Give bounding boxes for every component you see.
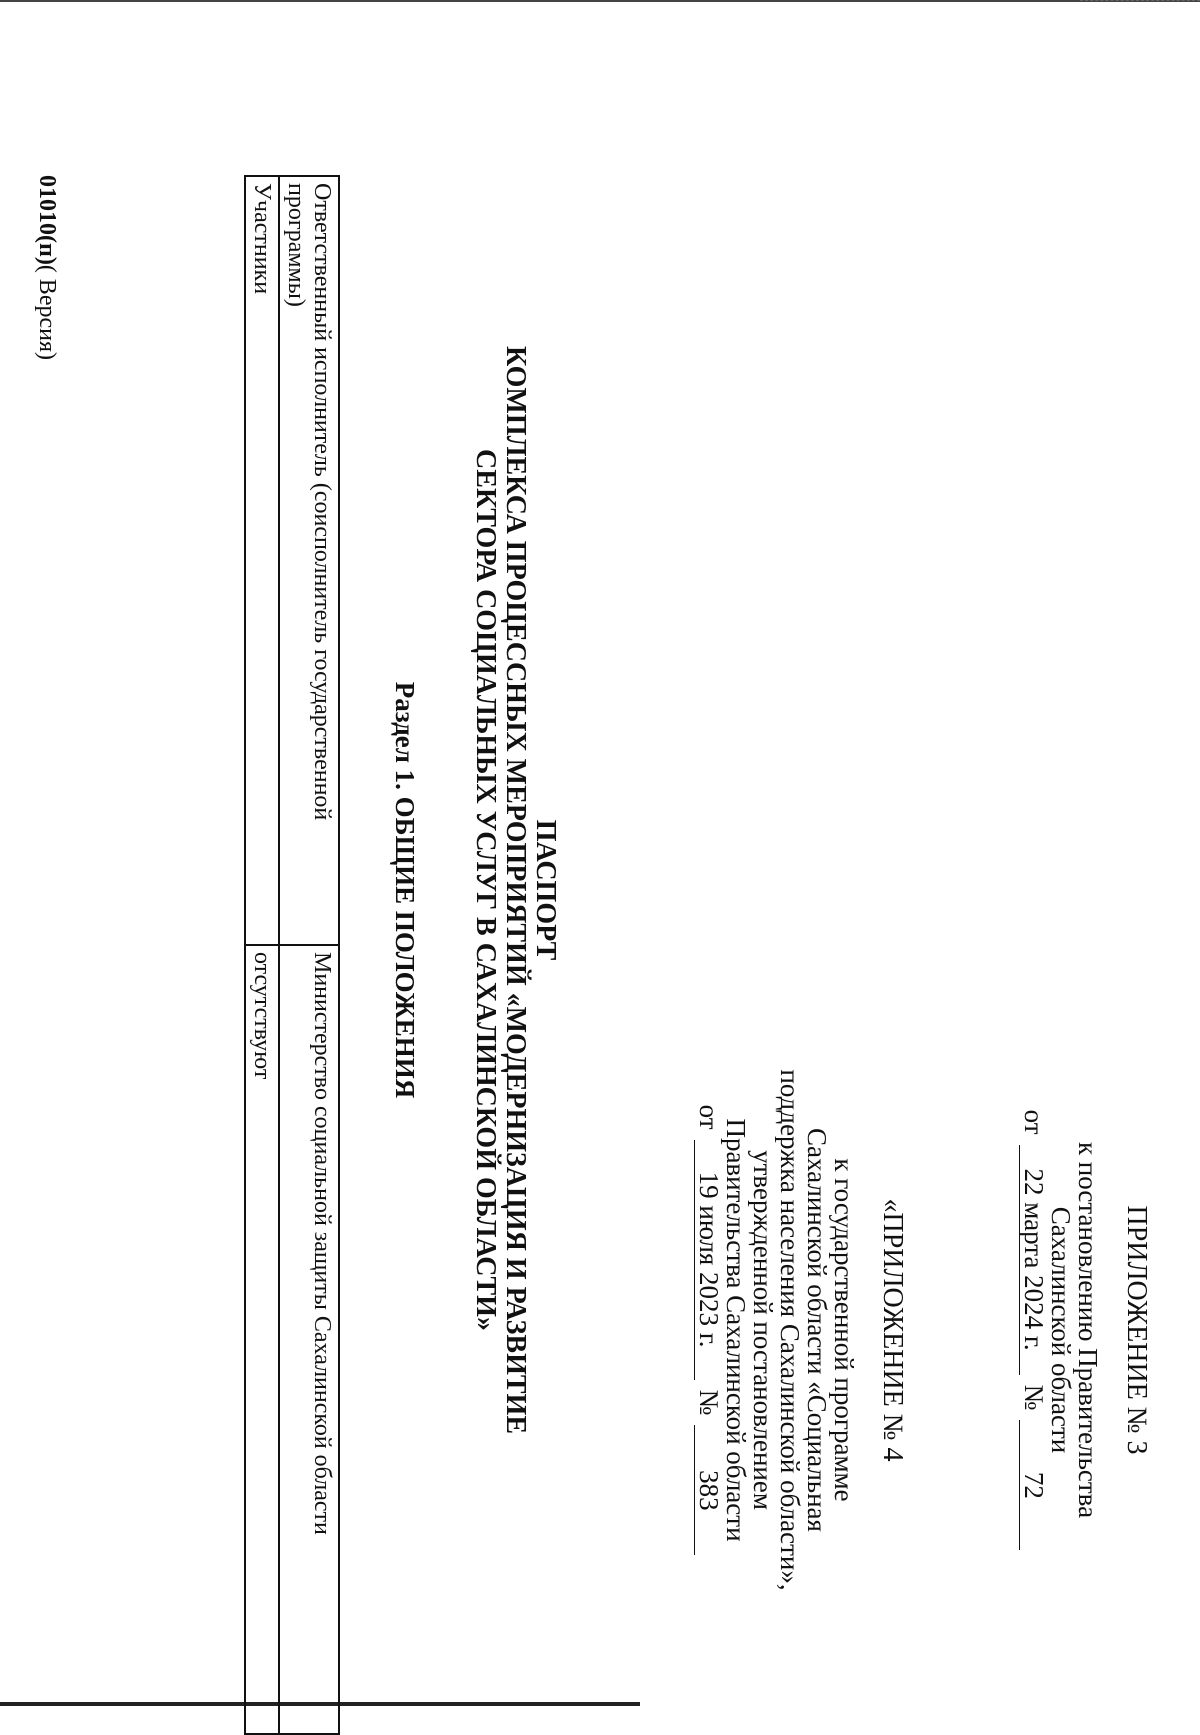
appendix-3-title: ПРИЛОЖЕНИЕ № 3	[1121, 1205, 1152, 1455]
appendix-3-date: 22 марта 2024 г.	[1019, 1145, 1047, 1375]
appendix-4-block	[694, 1050, 906, 1610]
table-row	[245, 176, 279, 1734]
appendix-4-line2: Сахалинской области «Социальная	[802, 1128, 832, 1532]
appendix-3-block	[1019, 1050, 1150, 1610]
appendix-3-line1: к постановлению Правительства	[1073, 1141, 1103, 1519]
footer-code-number: 01010(п)	[34, 175, 60, 265]
appendix-4-dateline	[694, 1050, 722, 1610]
table-cell-key: Участники	[245, 176, 279, 945]
footer-code	[33, 175, 60, 360]
table-cell-value: Министерство социальной защиты Сахалинской области	[279, 945, 339, 1734]
appendix-4-title: «ПРИЛОЖЕНИЕ № 4	[877, 1198, 908, 1462]
appendix-4-line5: Правительства Сахалинской области	[721, 1118, 751, 1542]
table-row	[279, 176, 339, 1734]
appendix-4-num-prefix: №	[694, 1389, 724, 1416]
appendix-3-dateline	[1019, 1050, 1047, 1610]
passport-title: ПАСПОРТ	[530, 819, 561, 961]
general-info-table	[244, 175, 340, 1735]
footer-version: ( Версия)	[34, 264, 60, 360]
appendix-4-date: 19 июля 2023 г.	[694, 1140, 722, 1380]
table-cell-value: отсутствуют	[245, 945, 279, 1734]
appendix-4-date-prefix: от	[694, 1104, 724, 1130]
section-1-title: Раздел 1. ОБЩИЕ ПОЛОЖЕНИЯ	[390, 681, 420, 1099]
appendix-3-date-prefix: от	[1019, 1109, 1049, 1135]
appendix-4-line4: утвержденной постановлением	[748, 1150, 778, 1510]
appendix-4-line1: к государственной программе	[829, 1158, 859, 1502]
appendix-3-line2: Сахалинской области	[1046, 1206, 1076, 1454]
appendix-4-line3: поддержка населения Сахалинской области»,	[775, 1069, 805, 1591]
passport-line2: СЕКТОРА СОЦИАЛЬНЫХ УСЛУГ В САХАЛИНСКОЙ ОБЛАСТИ»	[470, 449, 501, 1331]
passport-line1: КОМПЛЕКСА ПРОЦЕССНЫХ МЕРОПРИЯТИЙ «МОДЕРНИЗАЦИЯ И РАЗВИТИЕ	[500, 346, 531, 1434]
appendix-3-number: 72	[1019, 1420, 1047, 1550]
passport-heading	[470, 240, 560, 1540]
appendix-4-number: 383	[694, 1425, 722, 1555]
appendix-3-num-prefix: №	[1019, 1384, 1049, 1411]
table-cell-key: Ответственный исполнитель (соисполнитель государственной программы)	[279, 176, 339, 945]
